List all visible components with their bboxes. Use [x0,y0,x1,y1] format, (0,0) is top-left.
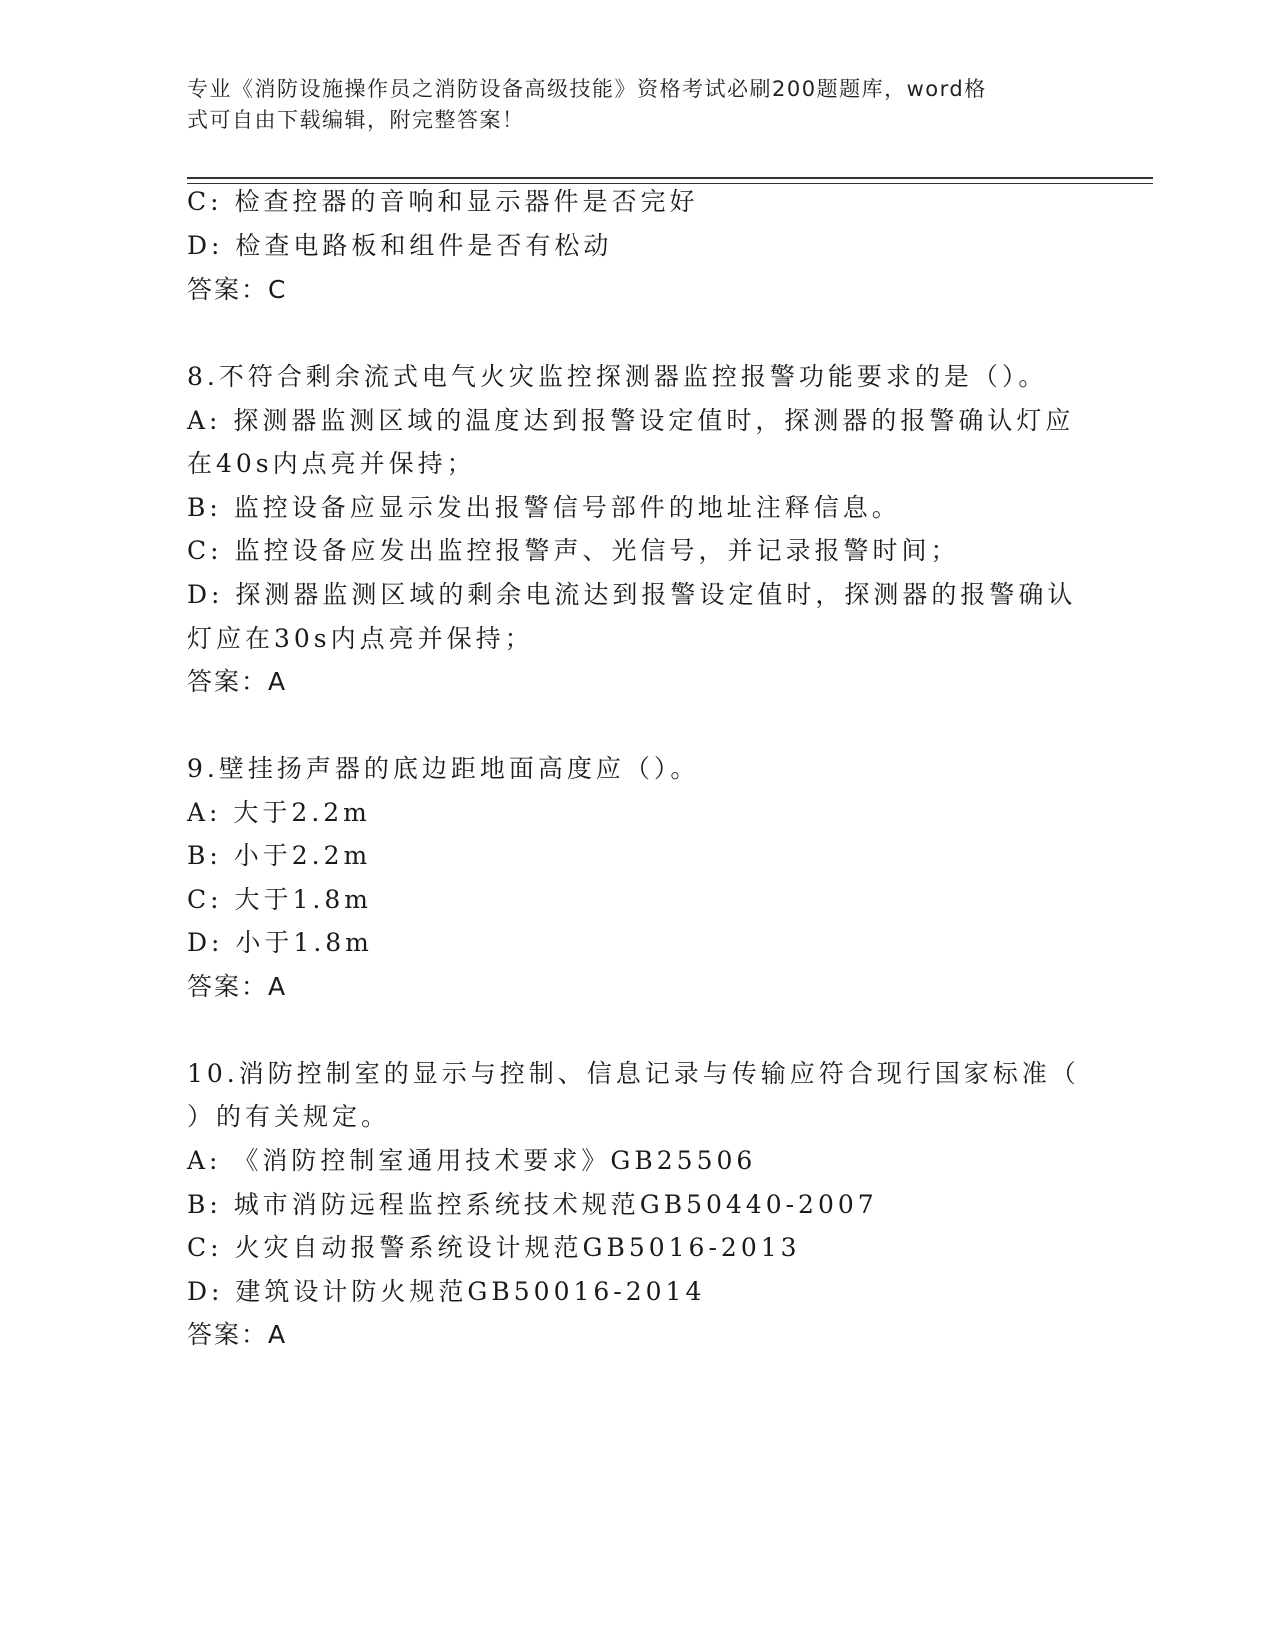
q8-option-c: C: 监控设备应发出监控报警声、光信号，并记录报警时间； [187,536,960,565]
q8-option-a-line-2: 在40s内点亮并保持； [187,449,476,478]
q9-option-d: D: 小于1.8m [187,928,373,957]
prev-option-d: D: 检查电路板和组件是否有松动 [187,231,613,260]
q10-option-d: D: 建筑设计防火规范GB50016-2014 [187,1277,706,1306]
header-line-1: 专业《消防设施操作员之消防设备高级技能》资格考试必刷200题题库，word格 [187,77,987,101]
document-header [187,74,1077,136]
q8-option-a-line-1: A: 探测器监测区域的温度达到报警设定值时，探测器的报警确认灯应 [187,406,1075,435]
q9-option-c: C: 大于1.8m [187,885,372,914]
q10-option-c: C: 火灾自动报警系统设计规范GB5016-2013 [187,1233,801,1262]
q10-option-b: B: 城市消防远程监控系统技术规范GB50440-2007 [187,1190,878,1219]
header-divider-thick [187,177,1153,179]
prev-option-c: C: 检查控器的音响和显示器件是否完好 [187,187,699,216]
q8-option-b: B: 监控设备应显示发出报警信号部件的地址注释信息。 [187,493,901,522]
q9-stem: 9.壁挂扬声器的底边距地面高度应（）。 [187,754,700,783]
header-divider-thin [187,183,1153,184]
header-line-2: 式可自由下载编辑，附完整答案！ [187,108,525,132]
q10-stem-line-1: 10.消防控制室的显示与控制、信息记录与传输应符合现行国家标准（ [187,1059,1080,1088]
q8-option-d-line-2: 灯应在30s内点亮并保持； [187,624,534,653]
q9-option-b: B: 小于2.2m [187,841,372,870]
q8-answer: 答案：A [187,667,288,696]
q9-answer: 答案：A [187,972,288,1001]
q8-option-d-line-1: D: 探测器监测区域的剩余电流达到报警设定值时，探测器的报警确认 [187,580,1077,609]
q10-option-a: A: 《消防控制室通用技术要求》GB25506 [187,1146,757,1175]
prev-answer: 答案：C [187,275,288,304]
q8-stem: 8.不符合剩余流式电气火灾监控探测器监控报警功能要求的是（）。 [187,362,1048,391]
q9-option-a: A: 大于2.2m [187,798,371,827]
q10-answer: 答案：A [187,1320,288,1349]
q10-stem-line-2: ）的有关规定。 [187,1102,391,1131]
